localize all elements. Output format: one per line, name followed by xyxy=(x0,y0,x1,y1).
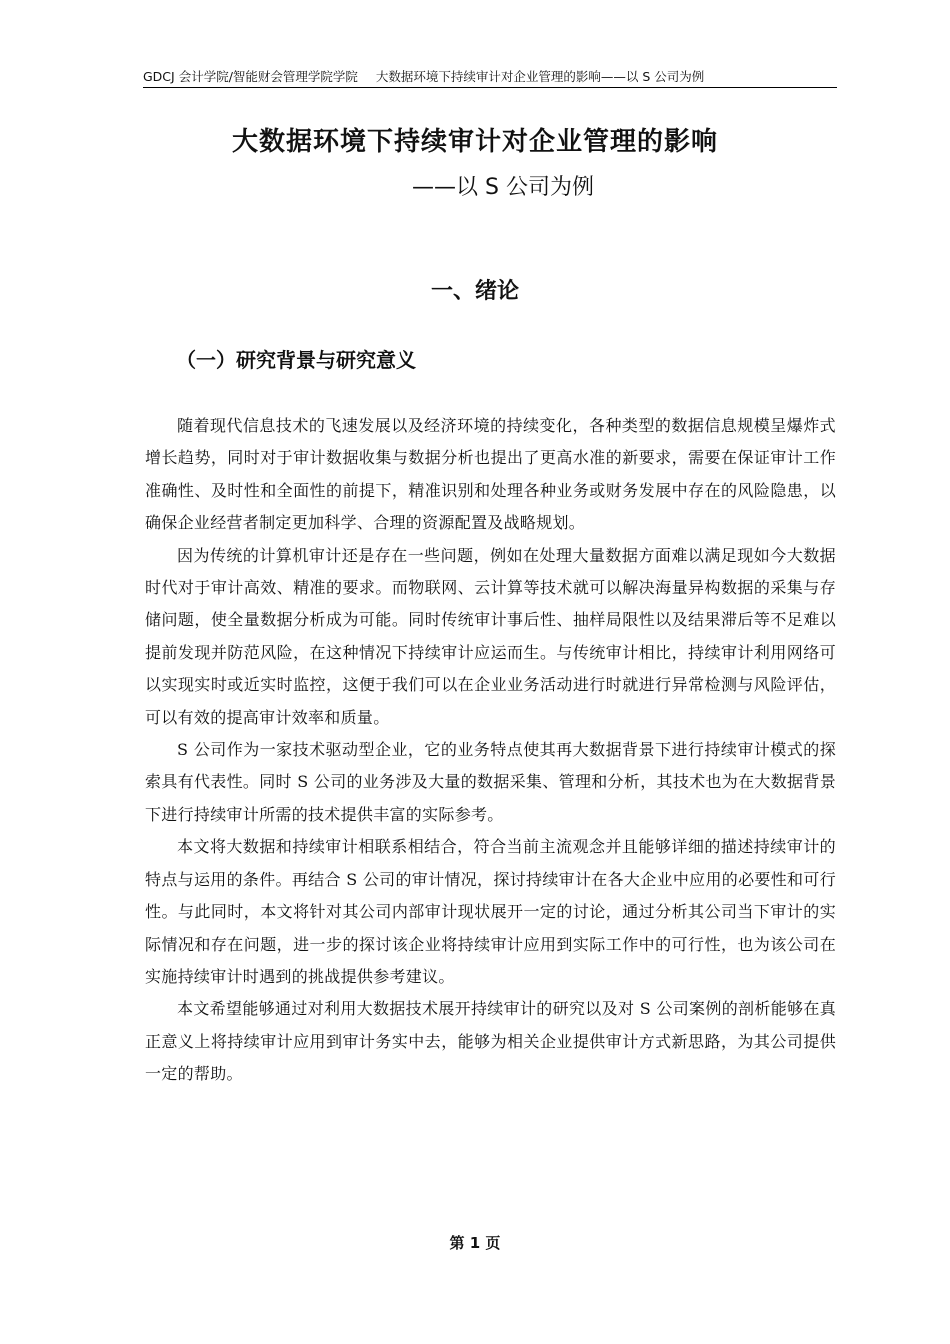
paper-title: 大数据环境下持续审计对企业管理的影响 xyxy=(231,127,718,157)
paragraph-1: 随着现代信息技术的飞速发展以及经济环境的持续变化，各种类型的数据信息规模呈爆炸式增长趋势，同时对于审计数据收集与数据分析也提出了更高水准的新要求，需要在保证审计工作准确性、及时性和全面性的前提下，精准识别和处理各种业务或财务发展中存在的风险隐患，以确保企业经营者制定更加科学、合理的资源配置及战略规划。 xyxy=(145,416,836,533)
paragraph-3: S 公司作为一家技术驱动型企业，它的业务特点使其再大数据背景下进行持续审计模式的探索具有代表性。同时 S 公司的业务涉及大量的数据采集、管理和分析，其技术也为在大数据背景下进行持续审计所需的技术提供丰富的实际参考。 xyxy=(145,740,836,824)
paragraph-4: 本文将大数据和持续审计相联系相结合，符合当前主流观念并且能够详细的描述持续审计的特点与运用的条件。再结合 S 公司的审计情况，探讨持续审计在各大企业中应用的必要性和可行性。与此同时，本文将针对其公司内部审计现状展开一定的讨论，通过分析其公司当下审计的实际情况和存在问题，进一步的探讨该企业将持续审计应用到实际工作中的可行性，也为该公司在实施持续审计时遇到的挑战提供参考建议。 xyxy=(145,837,836,986)
header-left-text: GDCJ 会计学院/智能财会管理学院学院 xyxy=(143,69,358,84)
running-header xyxy=(143,68,837,88)
header-right-text: 大数据环境下持续审计对企业管理的影响——以 S 公司为例 xyxy=(375,69,705,84)
section-heading: （一）研究背景与研究意义 xyxy=(176,348,416,372)
page-number: 第 1 页 xyxy=(449,1234,501,1252)
chapter-heading: 一、绪论 xyxy=(430,279,519,304)
paragraph-5: 本文希望能够通过对利用大数据技术展开持续审计的研究以及对 S 公司案例的剖析能够在真正意义上将持续审计应用到审计务实中去，能够为相关企业提供审计方式新思路，为其公司提供一定的帮助。 xyxy=(145,999,836,1084)
paper-subtitle: ——以 S 公司为例 xyxy=(412,175,594,200)
paragraph-2: 因为传统的计算机审计还是存在一些问题，例如在处理大量数据方面难以满足现如今大数据时代对于审计高效、精准的要求。而物联网、云计算等技术就可以解决海量异构数据的采集与存储问题，使全量数据分析成为可能。同时传统审计事后性、抽样局限性以及结果滞后等不足难以提前发现并防范风险，在这种情况下持续审计应运而生。与传统审计相比，持续审计利用网络可以实现实时或近实时监控，这便于我们可以在企业业务活动进行时就进行异常检测与风险评估，可以有效的提高审计效率和质量。 xyxy=(145,545,836,727)
body-text xyxy=(145,410,836,1091)
